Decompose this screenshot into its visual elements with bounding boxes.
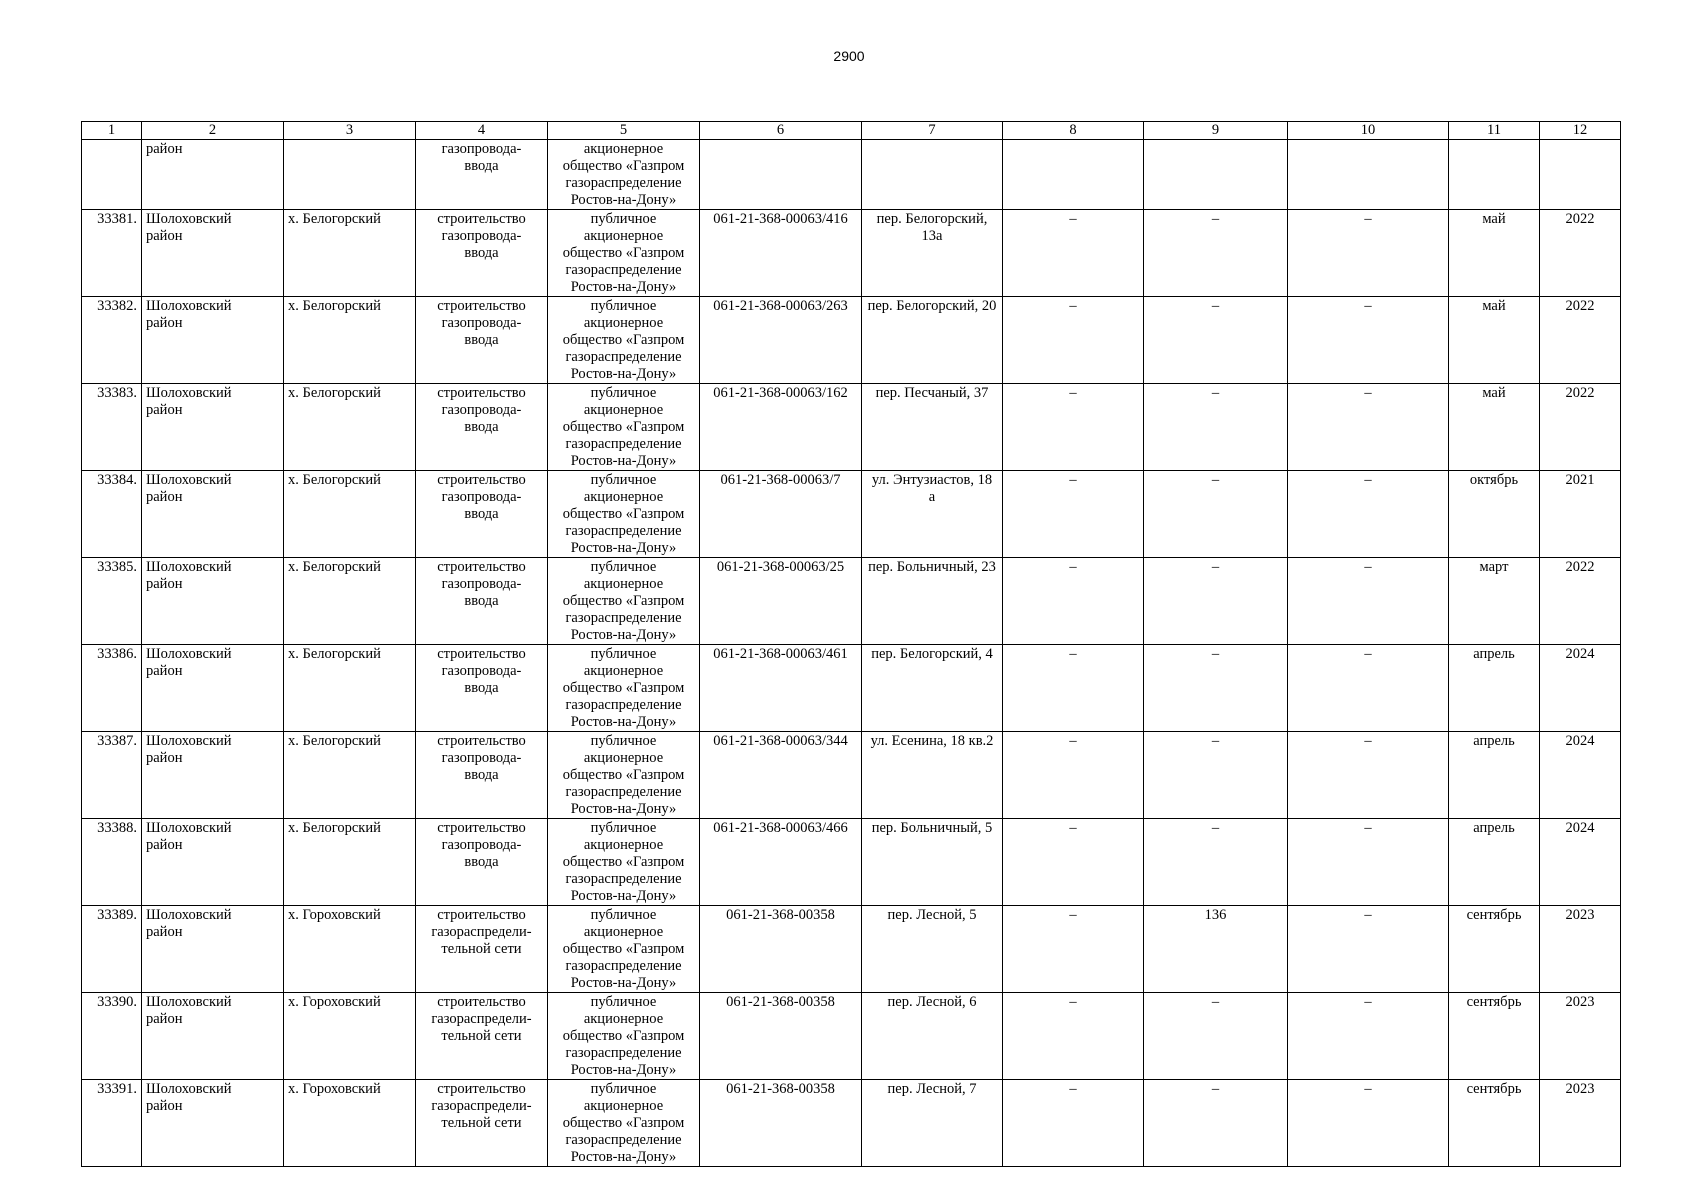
cell-organization: публичное акционерное общество «Газпром газораспределение Ростов-на-Дону» (548, 819, 700, 906)
cell-district: Шолоховский район (142, 210, 284, 297)
cell-organization: публичное акционерное общество «Газпром газораспределение Ростов-на-Дону» (548, 471, 700, 558)
page-number: 2900 (833, 48, 865, 64)
cell-locality: х. Белогорский (284, 645, 416, 732)
cell-month: апрель (1449, 819, 1540, 906)
cell-code: 061-21-368-00063/25 (700, 558, 862, 645)
table-row (82, 906, 1621, 993)
cell-locality: х. Гороховский (284, 906, 416, 993)
cell-year: 2022 (1540, 384, 1621, 471)
column-header: 6 (700, 122, 862, 140)
cell-code: 061-21-368-00063/162 (700, 384, 862, 471)
cell-address: пер. Лесной, 7 (862, 1080, 1003, 1167)
cell-col8: – (1003, 645, 1144, 732)
table-row (82, 558, 1621, 645)
cell-year: 2023 (1540, 906, 1621, 993)
cell-district: Шолоховский район (142, 819, 284, 906)
cell-col8: – (1003, 384, 1144, 471)
column-header: 1 (82, 122, 142, 140)
column-header: 12 (1540, 122, 1621, 140)
cell-work-type: строительство газопровода- ввода (416, 210, 548, 297)
table-row (82, 645, 1621, 732)
cell-month: апрель (1449, 732, 1540, 819)
table-row (82, 384, 1621, 471)
cell-work-type: строительство газопровода- ввода (416, 645, 548, 732)
cell-organization: публичное акционерное общество «Газпром газораспределение Ростов-на-Дону» (548, 993, 700, 1080)
cell-number (82, 140, 142, 210)
cell-col9: – (1144, 645, 1288, 732)
cell-code: 061-21-368-00358 (700, 1080, 862, 1167)
cell-col8: – (1003, 819, 1144, 906)
cell-work-type: строительство газопровода- ввода (416, 732, 548, 819)
cell-organization: публичное акционерное общество «Газпром газораспределение Ростов-на-Дону» (548, 732, 700, 819)
cell-work-type: строительство газопровода- ввода (416, 558, 548, 645)
cell-col8: – (1003, 471, 1144, 558)
cell-address: пер. Белогорский, 20 (862, 297, 1003, 384)
cell-col8: – (1003, 558, 1144, 645)
cell-district: Шолоховский район (142, 906, 284, 993)
table-row (82, 993, 1621, 1080)
cell-col9: – (1144, 819, 1288, 906)
cell-locality: х. Гороховский (284, 1080, 416, 1167)
cell-locality: х. Белогорский (284, 210, 416, 297)
cell-number: 33385. (82, 558, 142, 645)
cell-code: 061-21-368-00063/466 (700, 819, 862, 906)
cell-col9: – (1144, 732, 1288, 819)
cell-code: 061-21-368-00063/416 (700, 210, 862, 297)
register-body (82, 122, 1621, 1167)
cell-code: 061-21-368-00358 (700, 993, 862, 1080)
cell-col10: – (1288, 1080, 1449, 1167)
cell-col9: 136 (1144, 906, 1288, 993)
column-header: 8 (1003, 122, 1144, 140)
cell-number: 33381. (82, 210, 142, 297)
column-header: 2 (142, 122, 284, 140)
cell-number: 33390. (82, 993, 142, 1080)
cell-district: Шолоховский район (142, 558, 284, 645)
cell-year: 2022 (1540, 558, 1621, 645)
cell-district: Шолоховский район (142, 993, 284, 1080)
cell-col10: – (1288, 993, 1449, 1080)
cell-col8: – (1003, 1080, 1144, 1167)
cell-organization: публичное акционерное общество «Газпром газораспределение Ростов-на-Дону» (548, 297, 700, 384)
cell-work-type: строительство газопровода- ввода (416, 819, 548, 906)
cell-locality: х. Белогорский (284, 384, 416, 471)
cell-month: апрель (1449, 645, 1540, 732)
cell-organization: публичное акционерное общество «Газпром газораспределение Ростов-на-Дону» (548, 210, 700, 297)
cell-number: 33389. (82, 906, 142, 993)
cell-work-type: строительство газораспредели- тельной сети (416, 906, 548, 993)
cell-locality: х. Белогорский (284, 558, 416, 645)
cell-district: Шолоховский район (142, 1080, 284, 1167)
cell-district: район (142, 140, 284, 210)
cell-col10: – (1288, 384, 1449, 471)
cell-month: сентябрь (1449, 1080, 1540, 1167)
cell-address: ул. Есенина, 18 кв.2 (862, 732, 1003, 819)
cell-number: 33388. (82, 819, 142, 906)
cell-col9: – (1144, 210, 1288, 297)
table-row (82, 471, 1621, 558)
cell-month: май (1449, 210, 1540, 297)
cell-col10: – (1288, 819, 1449, 906)
cell-district: Шолоховский район (142, 384, 284, 471)
cell-col10: – (1288, 732, 1449, 819)
cell-col9: – (1144, 993, 1288, 1080)
cell-work-type: газопровода- ввода (416, 140, 548, 210)
cell-year: 2024 (1540, 732, 1621, 819)
cell-code (700, 140, 862, 210)
cell-code: 061-21-368-00063/461 (700, 645, 862, 732)
cell-col9: – (1144, 297, 1288, 384)
cell-address (862, 140, 1003, 210)
column-number-row (82, 122, 1621, 140)
cell-address: пер. Лесной, 5 (862, 906, 1003, 993)
cell-work-type: строительство газопровода- ввода (416, 297, 548, 384)
continuation-row (82, 140, 1621, 210)
cell-code: 061-21-368-00063/263 (700, 297, 862, 384)
cell-locality: х. Белогорский (284, 819, 416, 906)
cell-work-type: строительство газопровода- ввода (416, 384, 548, 471)
cell-address: пер. Белогорский, 13а (862, 210, 1003, 297)
table-row (82, 210, 1621, 297)
cell-col9: – (1144, 384, 1288, 471)
cell-work-type: строительство газопровода- ввода (416, 471, 548, 558)
cell-district: Шолоховский район (142, 471, 284, 558)
cell-month: сентябрь (1449, 906, 1540, 993)
cell-col9: – (1144, 471, 1288, 558)
cell-col8: – (1003, 297, 1144, 384)
cell-organization: публичное акционерное общество «Газпром газораспределение Ростов-на-Дону» (548, 558, 700, 645)
table-row (82, 1080, 1621, 1167)
cell-month: май (1449, 297, 1540, 384)
cell-address: пер. Лесной, 6 (862, 993, 1003, 1080)
cell-number: 33384. (82, 471, 142, 558)
table-row (82, 819, 1621, 906)
cell-locality: х. Гороховский (284, 993, 416, 1080)
cell-col8: – (1003, 906, 1144, 993)
cell-col9 (1144, 140, 1288, 210)
cell-col10 (1288, 140, 1449, 210)
cell-year: 2023 (1540, 993, 1621, 1080)
cell-district: Шолоховский район (142, 645, 284, 732)
cell-locality: х. Белогорский (284, 471, 416, 558)
cell-address: пер. Больничный, 5 (862, 819, 1003, 906)
cell-year: 2022 (1540, 210, 1621, 297)
table-row (82, 297, 1621, 384)
column-header: 11 (1449, 122, 1540, 140)
cell-address: ул. Энтузиастов, 18 а (862, 471, 1003, 558)
cell-address: пер. Больничный, 23 (862, 558, 1003, 645)
cell-number: 33391. (82, 1080, 142, 1167)
cell-year: 2024 (1540, 645, 1621, 732)
register-table (81, 121, 1621, 1167)
column-header: 10 (1288, 122, 1449, 140)
cell-col8: – (1003, 993, 1144, 1080)
cell-organization: публичное акционерное общество «Газпром газораспределение Ростов-на-Дону» (548, 906, 700, 993)
cell-col8: – (1003, 732, 1144, 819)
cell-month: март (1449, 558, 1540, 645)
cell-col9: – (1144, 558, 1288, 645)
cell-month: сентябрь (1449, 993, 1540, 1080)
cell-col8 (1003, 140, 1144, 210)
cell-code: 061-21-368-00358 (700, 906, 862, 993)
cell-locality: х. Белогорский (284, 297, 416, 384)
cell-month (1449, 140, 1540, 210)
cell-number: 33386. (82, 645, 142, 732)
cell-organization: публичное акционерное общество «Газпром газораспределение Ростов-на-Дону» (548, 384, 700, 471)
cell-year: 2021 (1540, 471, 1621, 558)
cell-locality: х. Белогорский (284, 732, 416, 819)
cell-year (1540, 140, 1621, 210)
cell-year: 2022 (1540, 297, 1621, 384)
cell-number: 33382. (82, 297, 142, 384)
cell-address: пер. Песчаный, 37 (862, 384, 1003, 471)
cell-col10: – (1288, 645, 1449, 732)
cell-locality (284, 140, 416, 210)
cell-code: 061-21-368-00063/344 (700, 732, 862, 819)
cell-work-type: строительство газораспредели- тельной сети (416, 1080, 548, 1167)
cell-col9: – (1144, 1080, 1288, 1167)
cell-number: 33387. (82, 732, 142, 819)
cell-organization: акционерное общество «Газпром газораспределение Ростов-на-Дону» (548, 140, 700, 210)
column-header: 7 (862, 122, 1003, 140)
cell-district: Шолоховский район (142, 297, 284, 384)
cell-year: 2023 (1540, 1080, 1621, 1167)
cell-district: Шолоховский район (142, 732, 284, 819)
cell-col10: – (1288, 471, 1449, 558)
cell-address: пер. Белогорский, 4 (862, 645, 1003, 732)
cell-month: октябрь (1449, 471, 1540, 558)
cell-code: 061-21-368-00063/7 (700, 471, 862, 558)
column-header: 3 (284, 122, 416, 140)
cell-organization: публичное акционерное общество «Газпром газораспределение Ростов-на-Дону» (548, 1080, 700, 1167)
table-row (82, 732, 1621, 819)
cell-year: 2024 (1540, 819, 1621, 906)
column-header: 4 (416, 122, 548, 140)
cell-work-type: строительство газораспредели- тельной сети (416, 993, 548, 1080)
cell-col10: – (1288, 210, 1449, 297)
cell-col10: – (1288, 297, 1449, 384)
cell-col10: – (1288, 558, 1449, 645)
cell-col10: – (1288, 906, 1449, 993)
cell-organization: публичное акционерное общество «Газпром газораспределение Ростов-на-Дону» (548, 645, 700, 732)
cell-col8: – (1003, 210, 1144, 297)
column-header: 9 (1144, 122, 1288, 140)
column-header: 5 (548, 122, 700, 140)
cell-number: 33383. (82, 384, 142, 471)
cell-month: май (1449, 384, 1540, 471)
